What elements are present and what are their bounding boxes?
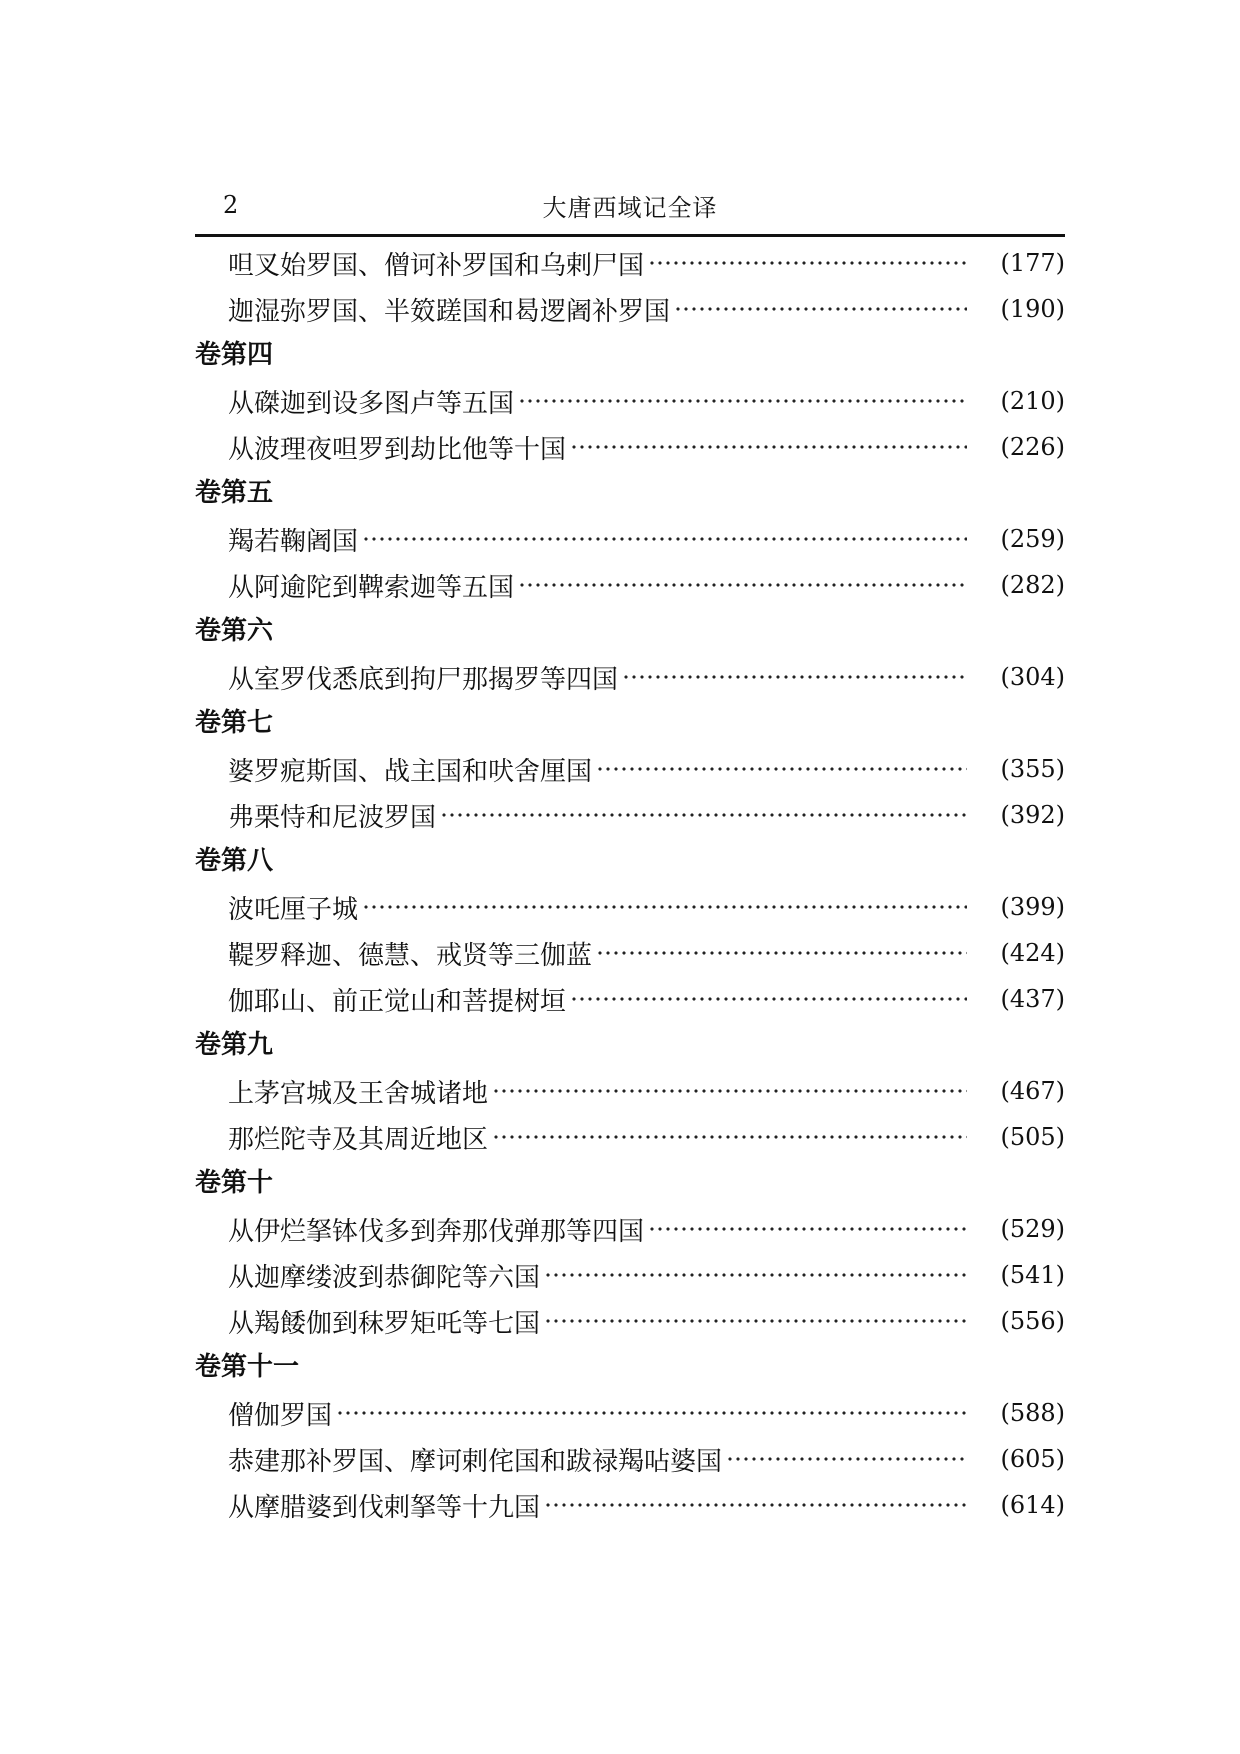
toc-entry-page: (190) [1000,295,1065,323]
toc-entry [195,286,1065,332]
toc-entry [195,240,1065,286]
dot-leader [492,1135,967,1139]
dot-leader [648,1227,967,1231]
toc-entry [195,562,1065,608]
toc-entry-title: 从伊烂拏钵伐多到奔那伐弹那等四国 [228,1216,645,1247]
toc-entry-page: (605) [1000,1445,1065,1473]
volume-heading: 卷第七 [195,708,274,738]
running-header [195,183,1065,223]
toc-entry [195,1252,1065,1298]
dot-leader [336,1411,967,1415]
dot-leader [570,445,967,449]
toc-entry-page: (259) [1000,525,1065,553]
toc-entry-title: 波吒厘子城 [228,894,359,925]
volume-heading: 卷第十一 [195,1352,300,1382]
dot-leader [596,767,967,771]
toc-entry-page: (226) [1000,433,1065,461]
dot-leader [518,583,967,587]
toc-entry-title: 婆罗痆斯国、战主国和吠舍厘国 [228,756,593,787]
toc-entry-title: 伽耶山、前正觉山和菩提树垣 [228,986,567,1017]
toc-entry-page: (304) [1000,663,1065,691]
toc-entry-title: 鞮罗释迦、德慧、戒贤等三伽蓝 [228,940,593,971]
toc-entry-page: (588) [1000,1399,1065,1427]
dot-leader [518,399,967,403]
dot-leader [674,307,967,311]
dot-leader [544,1319,967,1323]
toc-entry-page: (505) [1000,1123,1065,1151]
toc-entry-page: (424) [1000,939,1065,967]
toc-entry-title: 上茅宫城及王舍城诸地 [228,1078,489,1109]
dot-leader [544,1273,967,1277]
dot-leader [362,905,967,909]
dot-leader [440,813,967,817]
toc-entry-title: 从羯餧伽到秣罗矩吒等七国 [228,1308,541,1339]
toc-entry [195,1390,1065,1436]
toc-entry-page: (467) [1000,1077,1065,1105]
toc-entry [195,1206,1065,1252]
volume-heading: 卷第九 [195,1030,274,1060]
header-rule [195,234,1065,237]
toc-entry-page: (355) [1000,755,1065,783]
toc-entry [195,976,1065,1022]
toc-entry [195,1298,1065,1344]
toc-entry-title: 从阿逾陀到鞞索迦等五国 [228,572,515,603]
dot-leader [570,997,967,1001]
toc-entry-page: (282) [1000,571,1065,599]
toc-entry-page: (177) [1000,249,1065,277]
toc-entry [195,1482,1065,1528]
toc-entry-title: 羯若鞠阇国 [228,526,359,557]
toc-entry [195,1114,1065,1160]
toc-entry [195,884,1065,930]
toc-entry-page: (399) [1000,893,1065,921]
toc-entry-title: 那烂陀寺及其周近地区 [228,1124,489,1155]
toc-entry-title: 僧伽罗国 [228,1400,333,1431]
dot-leader [492,1089,967,1093]
toc-entry-title: 呾叉始罗国、僧诃补罗国和乌剌尸国 [228,250,645,281]
volume-heading: 卷第五 [195,478,274,508]
book-title: 大唐西域记全译 [542,194,718,222]
dot-leader [622,675,967,679]
toc-entry-page: (614) [1000,1491,1065,1519]
dot-leader [544,1503,967,1507]
toc-entry [195,792,1065,838]
toc-entry-title: 迦湿弥罗国、半笯蹉国和曷逻阇补罗国 [228,296,671,327]
volume-heading: 卷第八 [195,846,274,876]
toc-entry-page: (529) [1000,1215,1065,1243]
toc-entry-title: 从摩腊婆到伐剌拏等十九国 [228,1492,541,1523]
page-number: 2 [223,191,239,219]
toc-entry [195,930,1065,976]
toc-entry-page: (392) [1000,801,1065,829]
toc-entry [195,516,1065,562]
table-of-contents [195,240,1065,1528]
toc-entry-title: 恭建那补罗国、摩诃剌侘国和跋禄羯呫婆国 [228,1446,723,1477]
volume-heading: 卷第六 [195,616,274,646]
toc-entry [195,746,1065,792]
toc-entry [195,378,1065,424]
toc-entry-page: (541) [1000,1261,1065,1289]
toc-entry-page: (437) [1000,985,1065,1013]
toc-entry [195,654,1065,700]
toc-entry-page: (556) [1000,1307,1065,1335]
toc-entry [195,1436,1065,1482]
dot-leader [648,261,967,265]
toc-entry [195,424,1065,470]
dot-leader [726,1457,967,1461]
dot-leader [596,951,967,955]
toc-entry-title: 从迦摩缕波到恭御陀等六国 [228,1262,541,1293]
dot-leader [362,537,967,541]
toc-entry [195,1068,1065,1114]
volume-heading: 卷第四 [195,340,274,370]
toc-entry-page: (210) [1000,387,1065,415]
toc-entry-title: 从室罗伐悉底到拘尸那揭罗等四国 [228,664,619,695]
toc-entry-title: 从磔迦到设多图卢等五国 [228,388,515,419]
volume-heading: 卷第十 [195,1168,274,1198]
toc-entry-title: 弗栗恃和尼波罗国 [228,802,437,833]
toc-entry-title: 从波理夜呾罗到劫比他等十国 [228,434,567,465]
